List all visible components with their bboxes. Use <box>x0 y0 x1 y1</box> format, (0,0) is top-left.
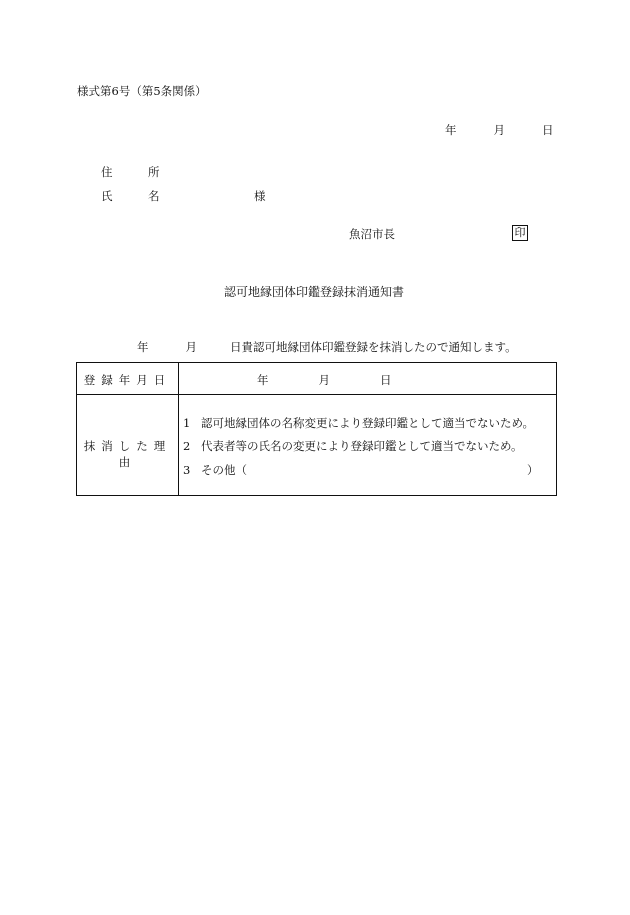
sender-title: 魚沼市長 <box>349 227 395 241</box>
reason-text: 代表者等の氏名の変更により登録印鑑として適当でないため。 <box>201 439 523 453</box>
reg-day: 日 <box>380 373 392 387</box>
reason-text: その他（ <box>201 463 247 477</box>
date-month: 月 <box>493 123 505 137</box>
notice-month: 月 <box>185 340 197 354</box>
date-day: 日 <box>542 123 554 137</box>
document-title: 認可地縁団体印鑑登録抹消通知書 <box>224 285 405 299</box>
reason-item <box>183 438 523 454</box>
honorific: 様 <box>254 189 266 203</box>
reason-number: 1 <box>183 416 191 430</box>
reg-year: 年 <box>257 373 269 387</box>
notice-body: 日貴認可地縁団体印鑑登録を抹消したので通知します。 <box>230 340 517 354</box>
name-label: 氏 名 <box>101 189 172 203</box>
reg-month: 月 <box>318 373 330 387</box>
registration-date-value <box>257 372 392 388</box>
reason-number: 2 <box>183 439 191 453</box>
reason-close-paren: ） <box>527 463 539 477</box>
form-number: 様式第6号（第5条関係） <box>77 84 207 98</box>
issue-date <box>445 123 554 137</box>
date-year: 年 <box>445 123 457 137</box>
registration-date-label: 登録年月日 <box>83 373 172 387</box>
reason-number: 3 <box>183 463 191 477</box>
name-row <box>101 189 172 203</box>
reason-label: 抹消した理由 <box>83 439 172 469</box>
notice-text <box>137 340 517 354</box>
reason-row <box>77 395 556 495</box>
reason-item <box>183 415 534 431</box>
reason-text: 認可地縁団体の名称変更により登録印鑑として適当でないため。 <box>201 416 535 430</box>
info-table <box>76 362 557 496</box>
address-label: 住 所 <box>101 165 172 179</box>
registration-date-row <box>77 363 556 395</box>
address-row <box>101 165 172 179</box>
notice-year: 年 <box>137 340 149 354</box>
seal-mark: 印 <box>512 225 528 241</box>
reason-item <box>183 462 539 478</box>
